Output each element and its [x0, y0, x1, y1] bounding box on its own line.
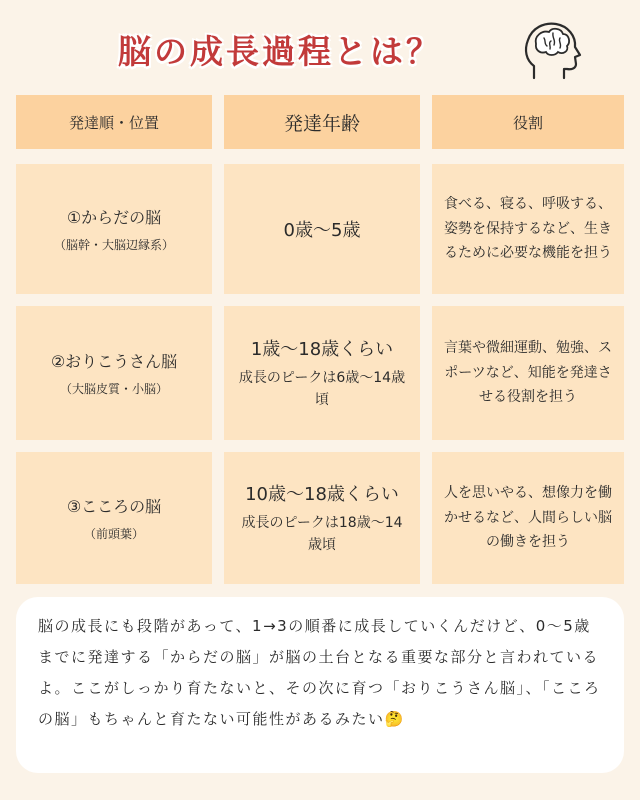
role-text: 食べる、寝る、呼吸する、姿勢を保持するなど、生きるために必要な機能を担う [444, 196, 612, 262]
position-name: ③こころの脳 [66, 497, 162, 516]
position-sub: （大脳皮質・小脳） [59, 382, 168, 396]
growth-peak: 成長のピークは18歳～14歳頃 [241, 514, 403, 553]
position-sub: （脳幹・大脳辺縁系） [53, 238, 174, 252]
role-text: 言葉や微細運動、勉強、スポーツなど、知能を発達させる役割を担う [444, 340, 612, 406]
table-row-2-position [16, 306, 212, 440]
table-row-3-age [224, 452, 420, 584]
age-range: 0歳～5歳 [283, 220, 361, 241]
header-position: 発達順・位置 [16, 95, 212, 149]
explanation-note: 脳の成長にも段階があって、1→3の順番に成長していくんだけど、0～5歳までに発達する「からだの脳」が脳の土台となる重要な部分と言われているよ。ここがしっかり育たないと、その次に育つ「おりこうさん脳」、「こころの脳」もちゃんと育たない可能性があるみたい🤔 [16, 597, 624, 773]
table-row-2-role [432, 306, 624, 440]
page-title: 脳の成長過程とは？ [118, 32, 442, 71]
brain-head-icon [520, 16, 586, 82]
role-text: 人を思いやる、想像力を働かせるなど、人間らしい脳の働きを担う [444, 485, 612, 551]
position-name: ①からだの脳 [66, 208, 162, 227]
table-row-1-position [16, 164, 212, 294]
title-area [0, 16, 640, 86]
table-row-3-position [16, 452, 212, 584]
table-row-1-age [224, 164, 420, 294]
age-range: 1歳～18歳くらい [250, 338, 394, 360]
position-name: ②おりこうさん脳 [50, 352, 178, 371]
growth-peak: 成長のピークは6歳～14歳頃 [238, 369, 406, 408]
position-sub: （前頭葉） [83, 527, 144, 541]
age-range: 10歳～18歳くらい [245, 483, 399, 505]
table-row-3-role [432, 452, 624, 584]
header-role: 役割 [432, 95, 624, 149]
header-age: 発達年齢 [224, 95, 420, 149]
table-row-1-role [432, 164, 624, 294]
table-row-2-age [224, 306, 420, 440]
